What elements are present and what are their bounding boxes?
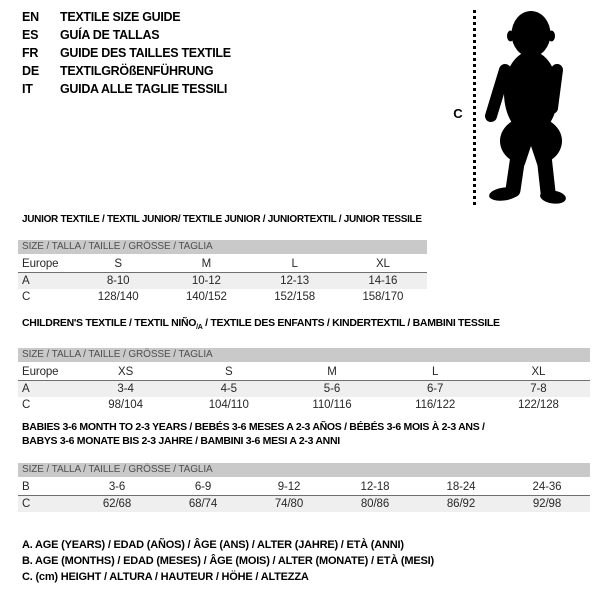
babies-size-table — [18, 479, 590, 512]
lang-code: EN — [22, 10, 39, 24]
baby-silhouette — [482, 8, 582, 208]
table-cell: S — [177, 364, 280, 381]
row-label: A — [22, 383, 30, 396]
table-cell: 122/128 — [517, 399, 559, 412]
table-cell: 5-6 — [323, 383, 341, 396]
table-cell: 12-13 — [280, 275, 310, 287]
table-cell: 10-12 — [191, 275, 221, 287]
row-label: B — [18, 479, 74, 496]
table-cell: 68/74 — [188, 498, 218, 510]
table-cell: S — [74, 256, 162, 273]
table-cell: 80/86 — [360, 498, 390, 510]
table-cell: 152/158 — [274, 291, 316, 303]
babies-size-header-bar: SIZE / TALLA / TAILLE / GRÖSSE / TAGLIA — [18, 463, 590, 477]
lang-code: FR — [22, 46, 39, 60]
guide-title-en: TEXTILE SIZE GUIDE — [60, 10, 181, 24]
table-cell: 92/98 — [532, 498, 562, 510]
language-title-list — [22, 8, 231, 98]
junior-size-header-bar: SIZE / TALLA / TAILLE / GRÖSSE / TAGLIA — [18, 240, 427, 254]
note-age-months: B. AGE (MONTHS) / EDAD (MESES) / ÂGE (MOIS) / ALTER (MONATE) / ETÀ (MESI) — [22, 555, 434, 567]
lang-row-fr — [22, 44, 231, 62]
note-height-cm: C. (cm) HEIGHT / ALTURA / HAUTEUR / HÖHE / ALTEZZA — [22, 571, 309, 583]
height-measure-dashed-line — [473, 10, 476, 207]
table-cell: 86/92 — [446, 498, 476, 510]
table-row — [18, 381, 590, 398]
lang-row-en — [22, 8, 231, 26]
row-label: Europe — [18, 364, 74, 381]
table-cell: M — [162, 256, 250, 273]
junior-textile-section — [18, 213, 427, 305]
table-cell: 18-24 — [418, 479, 504, 496]
childrens-size-header-bar: SIZE / TALLA / TAILLE / GRÖSSE / TAGLIA — [18, 348, 590, 362]
table-cell: 74/80 — [274, 498, 304, 510]
table-cell: XL — [339, 256, 427, 273]
table-cell: 12-18 — [332, 479, 418, 496]
junior-table-title: JUNIOR TEXTILE / TEXTIL JUNIOR/ TEXTILE JUNIOR / JUNIORTEXTIL / JUNIOR TESSILE — [22, 213, 422, 225]
table-cell: 8-10 — [106, 275, 130, 287]
childrens-table-title — [22, 317, 590, 334]
lang-row-es — [22, 26, 231, 44]
lang-row-de — [22, 62, 231, 80]
babies-title-line2: BABYS 3-6 MONATE BIS 2-3 JAHRE / BAMBINI 3-6 MESI A 2-3 ANNI — [22, 435, 340, 447]
table-cell: 158/170 — [362, 291, 404, 303]
note-age-years: A. AGE (YEARS) / EDAD (AÑOS) / ÂGE (ANS) / ALTER (JAHRE) / ETÀ (ANNI) — [22, 539, 404, 551]
babies-textile-section — [18, 420, 590, 512]
table-cell: 6-7 — [426, 383, 444, 396]
title-text: CHILDREN'S TEXTILE / TEXTIL NIÑO — [22, 317, 197, 329]
childrens-textile-section — [18, 317, 590, 413]
table-cell: 62/68 — [102, 498, 132, 510]
junior-size-table — [18, 256, 427, 305]
guide-title-it: GUIDA ALLE TAGLIE TESSILI — [60, 82, 228, 96]
title-subscript: /A — [196, 324, 203, 332]
table-cell: 116/122 — [415, 399, 456, 412]
table-cell: 4-5 — [220, 383, 237, 396]
table-cell: 128/140 — [97, 291, 139, 303]
row-label: C — [22, 291, 31, 303]
row-label: A — [22, 275, 30, 287]
table-cell: L — [251, 256, 339, 273]
table-cell: XS — [74, 364, 177, 381]
guide-title-es: GUÍA DE TALLAS — [60, 28, 160, 42]
row-label: C — [22, 498, 31, 510]
table-row — [18, 289, 427, 305]
babies-table-title — [22, 420, 590, 448]
table-cell: 3-4 — [117, 383, 134, 396]
height-measure-label: C — [453, 106, 463, 121]
babies-title-line1: BABIES 3-6 MONTH TO 2-3 YEARS / BEBÉS 3-6 MESES A 2-3 AÑOS / BÉBÉS 3-6 MOIS À 2-3 ANS / — [22, 421, 485, 433]
table-row — [18, 256, 427, 273]
table-cell: 7-8 — [530, 383, 547, 396]
table-cell: 14-16 — [368, 275, 398, 287]
guide-title-de: TEXTILGRÖßENFÜHRUNG — [60, 64, 214, 78]
table-row — [18, 496, 590, 513]
lang-code: ES — [22, 28, 39, 42]
table-cell: 24-36 — [504, 479, 590, 496]
title-text: / TEXTILE DES ENFANTS / KINDERTEXTIL / BAMBINI TESSILE — [202, 317, 500, 329]
table-cell: L — [384, 364, 487, 381]
childrens-size-table — [18, 364, 590, 413]
table-row — [18, 273, 427, 290]
row-label: Europe — [18, 256, 74, 273]
table-cell: 98/104 — [108, 399, 143, 412]
table-cell: 6-9 — [160, 479, 246, 496]
table-row — [18, 364, 590, 381]
lang-code: DE — [22, 64, 39, 78]
table-cell: 3-6 — [74, 479, 160, 496]
table-row — [18, 479, 590, 496]
guide-title-fr: GUIDE DES TAILLES TEXTILE — [60, 46, 231, 60]
table-cell: XL — [487, 364, 590, 381]
legend-notes — [22, 537, 434, 585]
table-cell: 140/152 — [185, 291, 227, 303]
table-cell: 104/110 — [208, 399, 249, 412]
lang-code: IT — [22, 82, 33, 96]
table-cell: M — [280, 364, 383, 381]
row-label: C — [22, 399, 31, 412]
table-cell: 110/116 — [312, 399, 352, 412]
lang-row-it — [22, 80, 231, 98]
table-row — [18, 397, 590, 413]
table-cell: 9-12 — [246, 479, 332, 496]
